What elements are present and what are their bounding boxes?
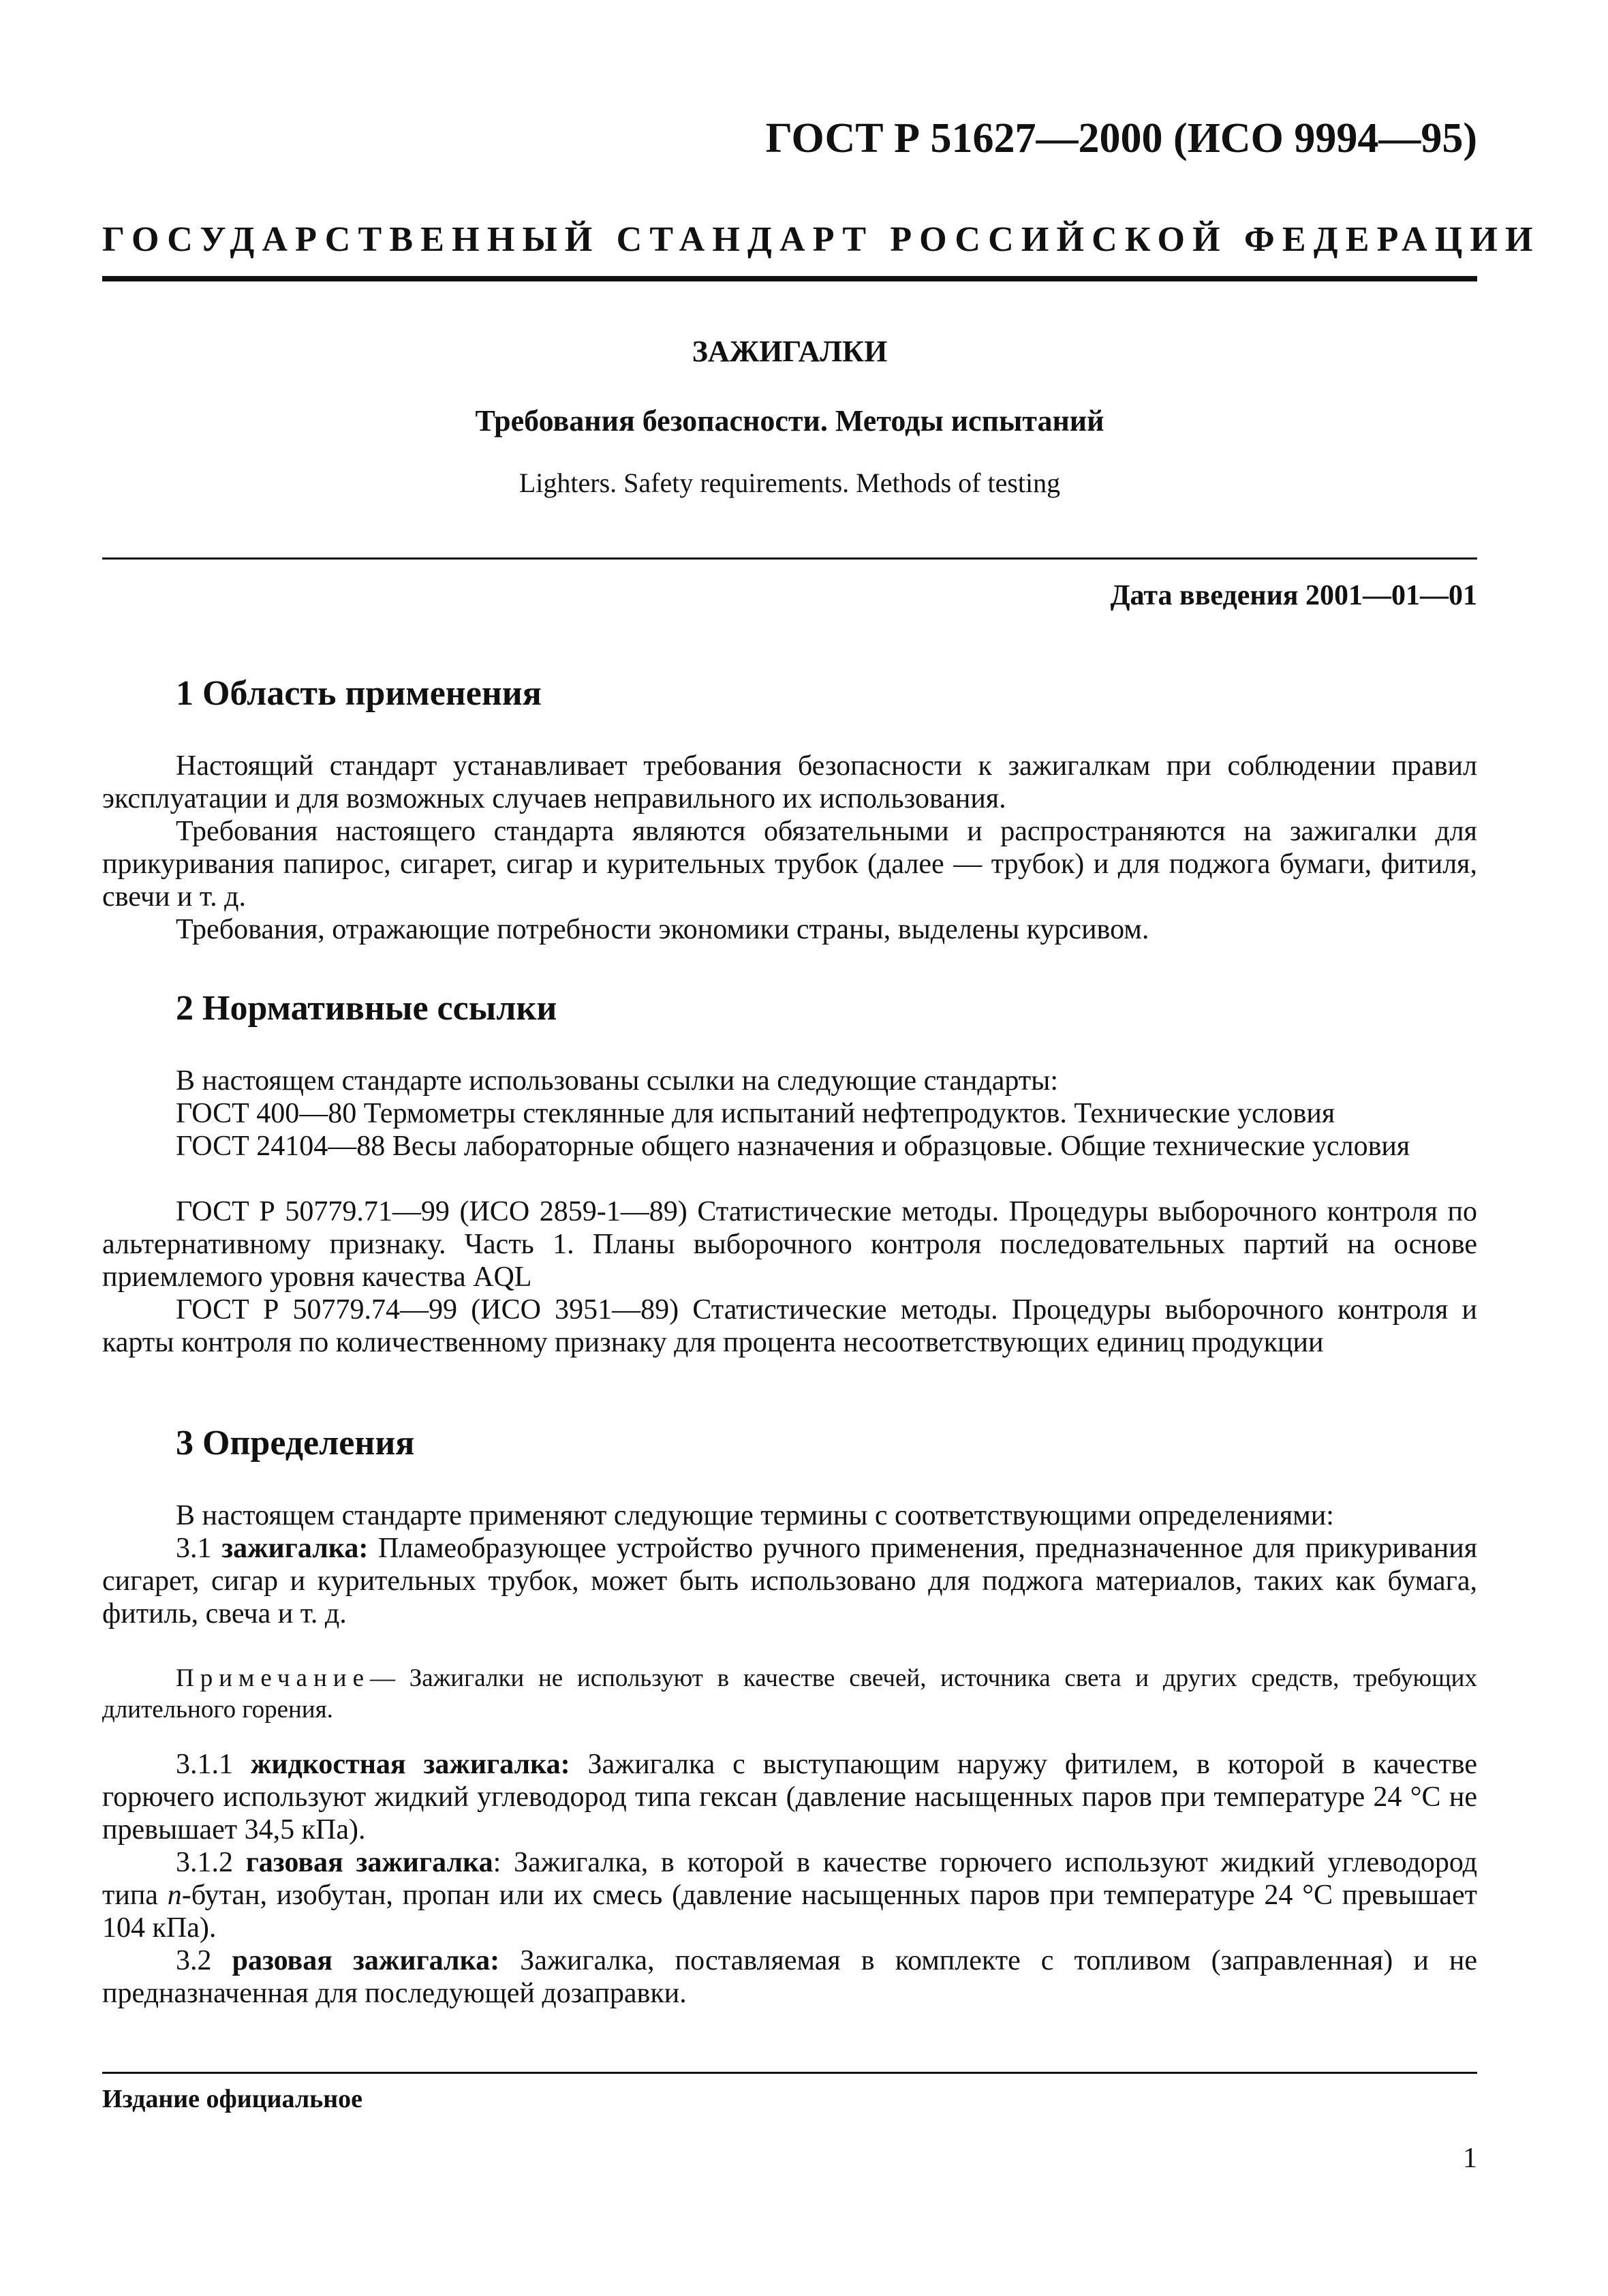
definition-disposable-lighter: [102, 1944, 1477, 2010]
definition-term: зажигалка:: [221, 1533, 369, 1564]
definition-text: Пламеобразующее устройство ручного применения, предназначенное для прикуривания сигарет, сигар и курительных трубок, может быть использовано для поджога материалов, таких как бумага, фитиль, свеча и т. д.: [102, 1533, 1478, 1629]
definition-number: 3.2: [176, 1945, 212, 1976]
paragraph: Требования, отражающие потребности экономики страны, выделены курсивом.: [176, 914, 1149, 945]
document-title: ЗАЖИГАЛКИ: [692, 335, 888, 368]
reference-item: ГОСТ 24104—88 Весы лабораторные общего назначения и образцовые. Общие технические условия: [176, 1131, 1410, 1162]
definition-term: жидкостная зажигалка:: [250, 1749, 570, 1780]
definition-lighter: [102, 1532, 1477, 1630]
definition-number: 3.1.1: [176, 1749, 233, 1780]
definition-term: разовая зажигалка:: [232, 1945, 500, 1976]
document-subtitle: Требования безопасности. Методы испытаний: [475, 404, 1104, 438]
paragraph: В настоящем стандарте применяют следующие термины с соответствующими определениями:: [176, 1500, 1334, 1531]
note-label: Примечание: [176, 1664, 370, 1692]
title-rule: [102, 557, 1477, 560]
paragraph: Требования настоящего стандарта являются обязательными и распространяются на зажигалки для прикуривания папирос, сигарет, сигар и курительных трубок (далее — трубок) и для поджога бумаги, фитиля, свечи и т. д.: [102, 816, 1477, 913]
section-heading-definitions: 3 Определения: [176, 1424, 415, 1463]
header-thick-rule: [102, 276, 1477, 281]
reference-item: ГОСТ Р 50779.74—99 (ИСО 3951—89) Статистические методы. Процедуры выборочного контроля и карты контроля по количественному признаку для процента несоответствующих единиц продукции: [102, 1294, 1477, 1358]
section-heading-scope: 1 Область применения: [176, 674, 542, 713]
standard-id: ГОСТ Р 51627—2000 (ИСО 9994—95): [765, 115, 1477, 162]
definition-number: 3.1.2: [176, 1847, 233, 1878]
note: [102, 1663, 1477, 1726]
definition-text: Зажигалка, поставляемая в комплекте с топливом (заправленная) и не предназначенная для последующей дозаправки.: [102, 1945, 1478, 2009]
reference-item: ГОСТ 400—80 Термометры стеклянные для испытаний нефтепродуктов. Технические условия: [176, 1098, 1335, 1129]
definition-term: газовая зажигалка: [245, 1847, 493, 1878]
definition-gas-lighter: [102, 1846, 1477, 1944]
section-heading-references: 2 Нормативные ссылки: [176, 989, 557, 1028]
paragraph: Настоящий стандарт устанавливает требования безопасности к зажигалкам при соблюдении правил эксплуатации и для возможных случаев неправильного их использования.: [102, 750, 1477, 814]
note-text: — Зажигалки не используют в качестве свечей, источника света и других средств, требующих длительного горения.: [102, 1664, 1477, 1724]
definition-liquid-lighter: [102, 1748, 1477, 1846]
definition-text: : Зажигалка, в которой в качестве горючего используют жидкий углеводород типа: [102, 1847, 1477, 1911]
definition-text: Зажигалка с выступающим наружу фитилем, в которой в качестве горючего используют жидкий углеводород типа гексан (давление насыщенных паров при температуре 24 °С не превышает 34,5 кПа).: [102, 1749, 1478, 1846]
page-number: 1: [1463, 2143, 1477, 2174]
paragraph: В настоящем стандарте использованы ссылки на следующие стандарты:: [176, 1065, 1059, 1097]
reference-item: ГОСТ Р 50779.71—99 (ИСО 2859-1—89) Статистические методы. Процедуры выборочного контроля по альтернативному признаку. Часть 1. Планы выборочного контроля последовательных партий на основе приемлемого уровня качества AQL: [102, 1196, 1477, 1293]
definition-number: 3.1: [176, 1533, 212, 1564]
introduction-date: Дата введения 2001—01—01: [1110, 580, 1477, 611]
federation-line: ГОСУДАРСТВЕННЫЙ СТАНДАРТ РОССИЙСКОЙ ФЕДЕРАЦИИ: [102, 220, 1541, 259]
english-title: Lighters. Safety requirements. Methods of testing: [519, 468, 1061, 498]
definition-text-continued: -бутан, изобутан, пропан или их смесь (давление насыщенных паров при температуре 24 °С превышает 104 кПа).: [102, 1880, 1477, 1944]
italic-n: n: [167, 1880, 182, 1911]
footer-rule: [102, 2072, 1477, 2074]
official-edition-label: Издание официальное: [102, 2085, 363, 2113]
